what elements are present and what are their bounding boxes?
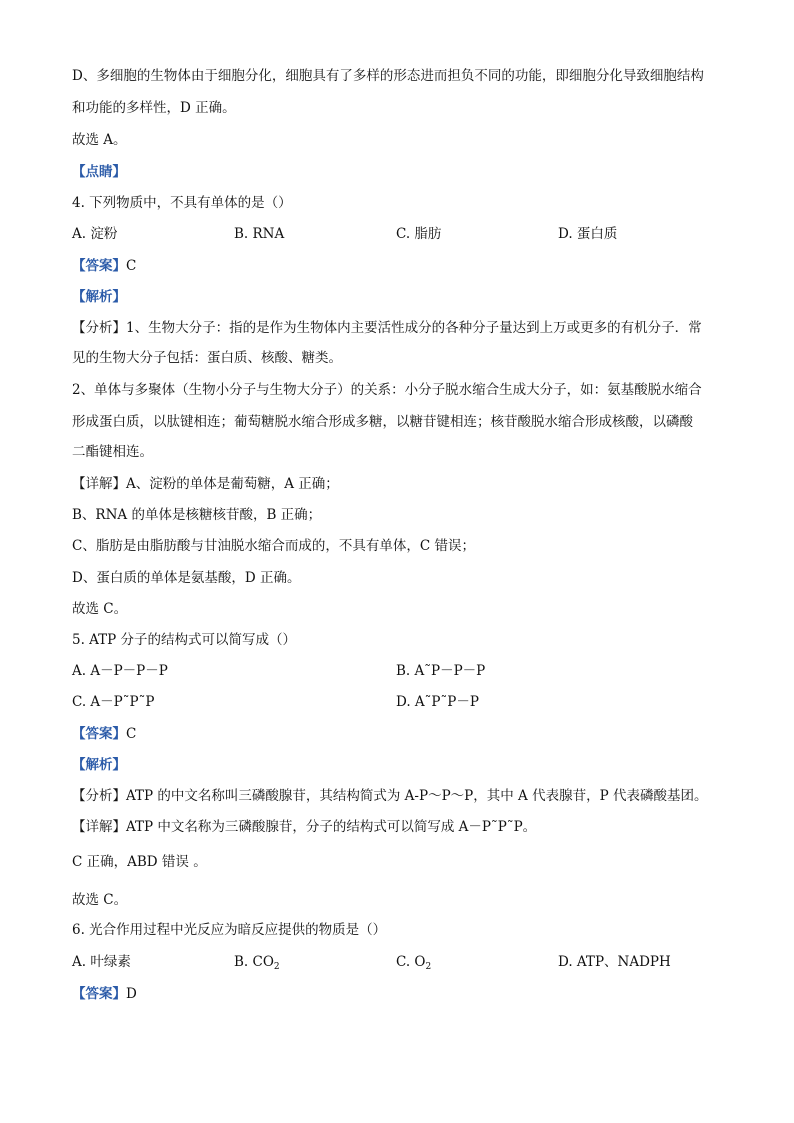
q5-fenxi-text: ATP 的中文名称叫三磷酸腺苷，其结构简式为 A-P～P～P，其中 A 代表腺苷，P 代表磷酸基团。 [126,788,708,804]
q6-option-d: D. ATP、NADPH [558,954,671,970]
q3-option-d-explanation-line2: 和功能的多样性，D 正确。 [72,100,236,116]
q4-xiangjie-text-a: A、淀粉的单体是葡萄糖，A 正确； [126,476,339,492]
q4-conclusion: 故选 C。 [72,601,128,617]
q4-fenxi-line3: 2、单体与多聚体（生物小分子与生物大分子）的关系：小分子脱水缩合生成大分子，如：氨基酸脱水缩合 [72,382,702,398]
q4-option-d: D. 蛋白质 [558,226,618,242]
q6-answer-value: D [126,986,137,1002]
q5-option-c: C. A－P˜P˜P [72,694,155,710]
q4-answer-value: C [126,258,137,274]
q4-answer-tag: 【答案】 [72,258,126,274]
q5-option-d: D. A˜P˜P－P [396,694,479,710]
q5-fenxi-line [72,786,728,806]
q5-xiangjie-line [72,817,728,837]
q5-option-b: B. A˜P－P－P [396,663,486,679]
q6-option-c-subscript: 2 [425,962,432,972]
q3-conclusion: 故选 A。 [72,132,127,148]
q5-analysis-tag: 【解析】 [72,757,126,773]
q4-xiangjie-tag: 【详解】 [72,476,126,492]
q6-option-b [234,952,280,972]
q4-fenxi-line5: 二酯键相连。 [72,444,153,460]
q4-xiangjie-line-b: B、RNA 的单体是核糖核苷酸，B 正确； [72,507,322,523]
q6-option-b-text: B. CO [234,954,274,970]
q4-stem: 4. 下列物质中，不具有单体的是（） [72,195,292,211]
q4-analysis-tag: 【解析】 [72,289,126,305]
q4-fenxi-line2: 见的生物大分子包括：蛋白质、核酸、糖类。 [72,350,342,366]
q5-answer-tag: 【答案】 [72,726,126,742]
q3-option-d-explanation-line1: D、多细胞的生物体由于细胞分化，细胞具有了多样的形态进而担负不同的功能，即细胞分化导致细胞结构 [72,68,704,84]
q4-fenxi-text-1a: 1、生物大分子：指的是作为生物体内主要活性成分的各种分子量达到上万或更多的有机分子．常 [126,320,702,336]
q5-xiangjie-text: ATP 中文名称为三磷酸腺苷，分子的结构式可以简写成 A－P˜P˜P。 [126,819,537,835]
q5-result: C 正确，ABD 错误 。 [72,854,207,870]
q4-fenxi-tag: 【分析】 [72,320,126,336]
q4-xiangjie-line-d: D、蛋白质的单体是氨基酸，D 正确。 [72,570,301,586]
q4-answer [72,256,728,276]
q6-answer [72,984,728,1004]
q6-answer-tag: 【答案】 [72,986,126,1002]
q6-stem: 6. 光合作用过程中光反应为暗反应提供的物质是（） [72,922,387,938]
q4-option-c: C. 脂肪 [396,226,442,242]
q6-option-c [396,952,431,972]
q5-xiangjie-tag: 【详解】 [72,819,126,835]
q3-dianjing-tag: 【点睛】 [72,164,126,180]
q5-answer-value: C [126,726,137,742]
q4-fenxi-line1 [72,318,728,338]
q5-fenxi-tag: 【分析】 [72,788,126,804]
q4-xiangjie-line-c: C、脂肪是由脂肪酸与甘油脱水缩合而成的，不具有单体，C 错误； [72,538,475,554]
q5-option-a: A. A－P－P－P [72,663,168,679]
q6-option-b-subscript: 2 [273,962,280,972]
q6-option-c-text: C. O [396,954,426,970]
q5-conclusion: 故选 C。 [72,892,128,908]
q4-option-a: A. 淀粉 [72,226,118,242]
q4-xiangjie-line-a [72,474,728,494]
q5-stem: 5. ATP 分子的结构式可以简写成（） [72,632,297,648]
q5-answer [72,724,728,744]
q4-option-b: B. RNA [234,226,285,242]
q6-option-a: A. 叶绿素 [72,954,131,970]
q4-fenxi-line4: 形成蛋白质，以肽键相连；葡萄糖脱水缩合形成多糖，以糖苷键相连；核苷酸脱水缩合形成核酸，以磷酸 [72,414,693,430]
